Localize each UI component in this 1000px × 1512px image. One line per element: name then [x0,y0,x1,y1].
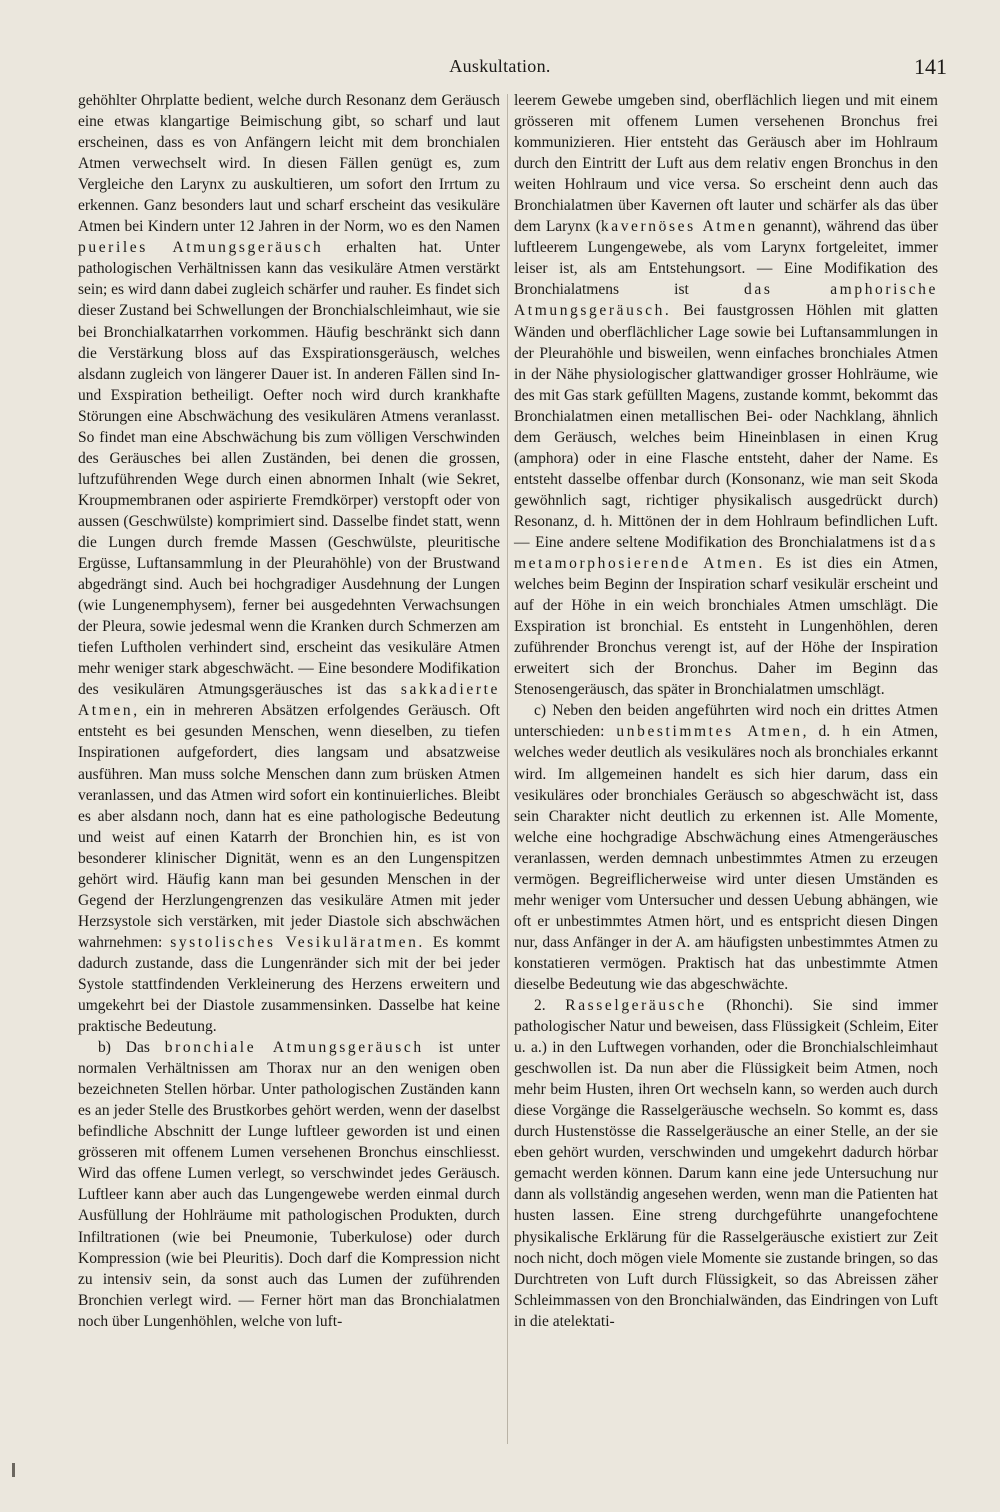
emphasized-term: das amphorische Atmungsgeräusch. [514,281,938,320]
text-run: Es ist dies ein Atmen, welches beim Beginn der Inspiration scharf vesikulär erscheint und auf der Höhe in ein weich bronchiales Atmen umschlägt. Die Exspiration ist bronchial. Es entsteht in Lungenhöhlen, deren zuführender Bronchus verengt ist, auf der Höhe der Inspiration erweitert sich der Bronchus. Daher im Beginn das Stenosengeräusch, das später in Bronchialatmen umschlägt. [514,555,939,699]
right-paragraph-3 [514,995,938,1332]
text-run: Es kommt dadurch zustande, dass die Lungenränder sich mit der bei jeder Systole stattfindenden Verkleinerung des Herzens erweitern und umgekehrt bei der Diastole zusammensinken. Dasselbe hat keine praktische Bedeutung. [78,933,501,1036]
text-run: b) Das [98,1039,150,1057]
column-divider [507,94,508,1444]
emphasized-term: kavernöses Atmen [600,218,758,236]
right-column [514,90,938,1332]
left-paragraph-2 [78,1037,500,1332]
text-run: , d. h ein Atmen, welches weder deutlich als vesikuläres noch als bronchiales erkannt wird. Im allgemeinen handelt es sich hier darum, dass ein vesikuläres oder bronchiales Geräusch so abgeschwächt ist, dass sein Charakter nicht deutlich zu erkennen ist. Alle Momente, welche eine hochgradige Abschwächung eines Atmengeräusches veranlassen, werden demnach unbestimmtes Atmen zu erzeugen vermögen. Begreiflicherweise wird unter diesen Umständen es mehr weniger vom Untersucher und dessen Uebung abhängen, wie oft er unbestimmtes Atmen hört, und es entspricht diesen Dingen nur, dass Anfänger in der A. am häufigsten unbestimmtes Atmen zu konstatieren vermögen. Praktisch hat das unbestimmte Atmen dieselbe Bedeutung wie das abgeschwächte. [514,723,938,993]
text-run: gehöhlter Ohrplatte bedient, welche durch Resonanz dem Geräusch eine etwas klangartige Beimischung gibt, so scharf und laut erscheinen, dass es von Anfängern leicht mit dem bronchialen Atmen verwechselt wird. In diesen Fällen genügt es, zum Vergleiche den Larynx zu auskultieren, um sofort den Irrtum zu erkennen. Ganz besonders laut und scharf erscheint das vesikuläre Atmen bei Kindern unter 12 Jahren in der Norm, wo es den Namen [78,92,500,236]
text-run: ist unter normalen Verhältnissen am Thorax nur an den wenigen oben bezeichneten Stellen hörbar. Unter pathologischen Zuständen kann es an jeder Stelle des Brustkorbes gehört werden, wenn der daselbst befindliche Abschnitt der Lunge luftleer geworden ist und einen grösseren mit offenem Lumen versehenen Bronchus einschliesst. Wird das offene Lumen verlegt, so verschwindet jedes Geräusch. Luftleer kann aber auch das Lungengewebe werden einmal durch Ausfüllung der Hohlräume mit pathologischen Produkten, durch Infiltrationen (wie bei Pneumonie, Tuberkulose) oder durch Kompression (wie bei Pleuritis). Doch darf die Kompression nicht zu intensiv sein, da sonst auch das Lumen der zuführenden Bronchien verlegt wird. — Ferner hört man das Bronchialatmen noch über Lungenhöhlen, welche von luft- [78,1039,500,1330]
right-paragraph-1 [514,90,938,700]
left-column [78,90,500,1332]
running-title: Auskultation. [449,56,551,76]
scan-artifact [12,1463,15,1477]
left-paragraph-1 [78,90,500,1037]
text-run: c) Neben den beiden angeführten wird noch ein drittes Atmen unterschieden: [514,702,938,741]
emphasized-term: systolisches Vesikuläratmen. [170,933,425,951]
text-run: Bei faustgrossen Höhlen mit glatten Wänden und oberflächlicher Lage sowie bei Luftansammlungen in der Pleurahöhle und bisweilen, wenn einfaches bronchiales Atmen in der Nähe physiologischer glattwandiger grosser Hohlräume, wie des mit Gas stark gefüllten Magens, zustande kommt, bekommt das Bronchialatmen einen metallischen Bei- oder Nachklang, ähnlich dem Geräusch, welches beim Hineinblasen in einen Krug (amphora) oder in eine Flasche entsteht, daher der Name. Es entsteht dasselbe offenbar durch (Konsonanz, wie man seit Skoda gewöhnlich sagt, richtiger physikalisch ausgedrückt durch) Resonanz, d. h. Mittönen der in dem Hohlraum befindlichen Luft. — Eine andere seltene Modifikation des Bronchialatmens ist [514,302,938,551]
emphasized-term: bronchiale Atmungsgeräusch [164,1039,424,1057]
text-run: 2. [534,997,546,1015]
text-run: erhalten hat. Unter pathologischen Verhältnissen kann das vesikuläre Atmen verstärkt sein; es wird dann dabei zugleich schärfer und rauher. Es findet sich dieser Zustand bei Schwellungen der Bronchialschleimhaut, wie sie bei Bronchialkatarrhen vorkommen. Häufig beschränkt sich dann die Verstärkung bloss auf das Exspirationsgeräusch, welches alsdann zugleich von längerer Dauer ist. In anderen Fällen sind In- und Exspiration betheiligt. Oefter noch wird durch krankhafte Störungen eine Abschwächung des vesikulären Atmens veranlasst. So findet man eine Abschwächung bis zum völligen Verschwinden des Geräusches bei allen Zuständen, bei denen die grossen, luftzuführenden Wege durch einen abnormen Inhalt (wie Sekret, Kroupmembranen oder aspirierte Fremdkörper) verstopft oder von aussen (Geschwülste) komprimiert sind. Dasselbe findet statt, wenn die Lungen durch fremde Massen (Geschwülste, pleuritische Ergüsse, Luftansammlung in der Pleurahöhle) von der Brustwand abgedrängt sind. Auch bei hochgradiger Ausdehnung der Lungen (wie Lungenemphysem), ferner bei ausgedehnten Verwachsungen der Pleura, sowie jedesmal wenn die Kranken durch Schmerzen am tiefen Luftholen verhindert sind, erscheint das vesikuläre Atmen mehr weniger stark abgeschwächt. — Eine besondere Modifikation des vesikulären Atmungsgeräusches ist das [78,239,501,699]
text-run: genannt), während das über luftleerem Lungengewebe, als vom Larynx fortgeleitet, immer leiser ist, als am Entstehungsort. — Eine Modifikation des Bronchialatmens ist [514,218,939,299]
right-paragraph-2 [514,700,938,995]
text-run: , ein in mehreren Absätzen erfolgendes Geräusch. Oft entsteht es bei gesunden Menschen, wenn dieselben, zu tiefen Inspirationen aufgefordert, dies langsam und absatzweise ausführen. Man muss solche Menschen dann zum brüsken Atmen veranlassen, und das Atmen wird sofort ein kontinuierliches. Bleibt es aber alsdann noch, dann hat es eine pathologische Bedeutung und weist auf einen Katarrh der Bronchien hin, es ist von besonderer klinischer Dignität, wenn es an den Lungenspitzen gehört wird. Häufig kann man bei gesunden Menschen in der Gegend der Herzlungengrenzen das vesikuläre Atmen mit jeder Herzsystole sich verstärken, mit jeder Diastole sich abschwächen wahrnehmen: [78,702,500,951]
emphasized-term: das metamorphosierende Atmen. [514,533,939,573]
emphasized-term: sakkadierte Atmen [78,681,501,720]
text-run: leerem Gewebe umgeben sind, oberflächlich liegen und mit einem grösseren mit offenem Lumen versehenen Bronchus frei kommunizieren. Hier entsteht das Geräusch aber im Hohlraum durch den Eintritt der Luft aus dem relativ engen Bronchus in den weiten Hohlraum und vice versa. So erscheint denn auch das Bronchialatmen über Kavernen oft lauter und schärfer als das über dem Larynx ( [514,92,938,236]
page-number: 141 [914,54,947,79]
text-run: (Rhonchi). Sie sind immer pathologischer Natur und beweisen, dass Flüssigkeit (Schleim, Eiter u. a.) in den Luftwegen vorhanden, oder die Bronchialschleimhaut geschwollen ist. Da nun aber die Flüssigkeit beim Atmen, noch mehr beim Husten, ihren Ort wechseln kann, so werden auch durch diese Vorgänge die Rasselgeräusche wechseln. So kommt es, dass durch Hustenstösse die Rasselgeräusche an einer Stelle, an der sie eben gehört wurden, verschwinden und umgekehrt dadurch hörbar gemacht werden können. Darum kann eine jede Untersuchung nur dann als vollständig angesehen werden, wenn man die Patienten hat husten lassen. Eine streng durchgeführte unangefochtene physikalische Erklärung für die Rasselgeräusche existiert zur Zeit noch nicht, doch mögen viele Momente sie zustande bringen, so das Durchtreten von Luft durch Flüssigkeit, so das Abreissen zäher Schleimmassen von den Bronchialwänden, das Eindringen von Luft in die atelektati- [514,997,939,1330]
emphasized-term: pueriles Atmungsgeräusch [78,239,324,257]
emphasized-term: unbestimmtes Atmen [616,723,803,741]
emphasized-term: Rasselgeräusche [565,997,707,1015]
